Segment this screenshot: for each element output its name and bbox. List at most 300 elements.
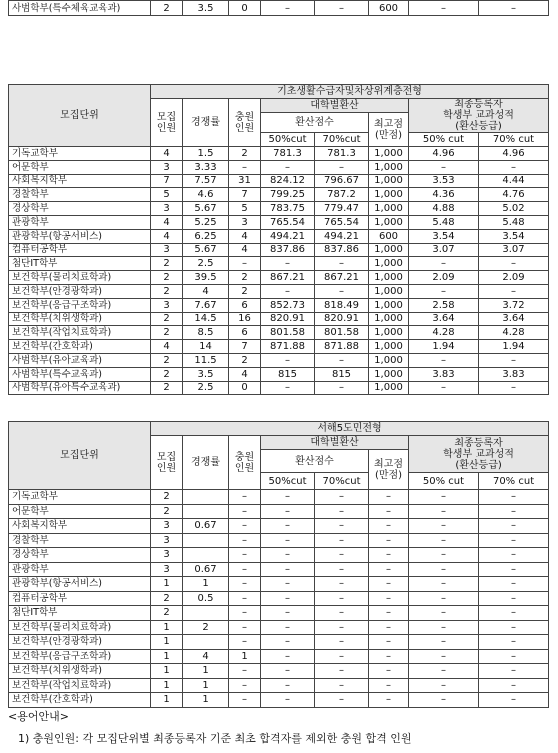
max-cell: 1,000 <box>369 147 409 161</box>
score50-cell: – <box>261 548 315 563</box>
competition-cell: 39.5 <box>183 271 229 285</box>
unit-name: 보건학부(작업치료학과) <box>9 678 151 693</box>
supplement-cell: 2 <box>229 284 261 298</box>
unit-name: 보건학부(작업치료학과) <box>9 326 151 340</box>
final50-cell: – <box>409 678 479 693</box>
score70-cell: – <box>315 591 369 606</box>
competition-cell: 1 <box>183 678 229 693</box>
score50-cell: 820.91 <box>261 312 315 326</box>
final50-cell: – <box>409 548 479 563</box>
score50-cell: – <box>261 1 315 16</box>
score50-cell: 852.73 <box>261 298 315 312</box>
supplement-cell: – <box>229 257 261 271</box>
final50-cell: – <box>409 160 479 174</box>
final50-cell: – <box>409 284 479 298</box>
score50-cell: 815 <box>261 367 315 381</box>
table-row <box>9 664 549 679</box>
table-row <box>9 548 549 563</box>
supplement-cell: 0 <box>229 1 261 16</box>
unit-name: 사회복지학부 <box>9 519 151 534</box>
max-cell: – <box>369 635 409 650</box>
quota-cell: 2 <box>151 490 183 505</box>
score70-cell: – <box>315 519 369 534</box>
max-cell: – <box>369 591 409 606</box>
max-cell: 1,000 <box>369 243 409 257</box>
supplement-cell: – <box>229 591 261 606</box>
final50-cell: 3.83 <box>409 367 479 381</box>
max-cell: 600 <box>369 229 409 243</box>
score70-cell: 779.47 <box>315 202 369 216</box>
final70-cell: – <box>479 284 549 298</box>
score70-cell: – <box>315 160 369 174</box>
unit-name: 관광학부(항공서비스) <box>9 229 151 243</box>
competition-cell: 14 <box>183 340 229 354</box>
unit-name: 컴퓨터공학부 <box>9 243 151 257</box>
supplement-cell: – <box>229 548 261 563</box>
competition-cell: 0.5 <box>183 591 229 606</box>
table-row <box>9 340 549 354</box>
final50-cell: 3.64 <box>409 312 479 326</box>
unit-name: 기독교학부 <box>9 490 151 505</box>
table-row <box>9 367 549 381</box>
unit-name: 보건학부(안경광학과) <box>9 635 151 650</box>
header-quota: 모집 인원 <box>151 436 183 490</box>
supplement-cell: – <box>229 635 261 650</box>
header-supplement: 충원 인원 <box>229 436 261 490</box>
table-row <box>9 271 549 285</box>
final70-cell: – <box>479 257 549 271</box>
competition-cell: 2.5 <box>183 257 229 271</box>
final70-cell: 3.54 <box>479 229 549 243</box>
competition-cell <box>183 548 229 563</box>
final50-cell: – <box>409 664 479 679</box>
quota-cell: 5 <box>151 188 183 202</box>
score70-cell: – <box>315 635 369 650</box>
unit-name: 관광학부 <box>9 215 151 229</box>
score70-cell: – <box>315 257 369 271</box>
quota-cell: 2 <box>151 381 183 395</box>
supplement-cell: 4 <box>229 367 261 381</box>
final50-cell: – <box>409 353 479 367</box>
quota-cell: 2 <box>151 326 183 340</box>
score50-cell: 824.12 <box>261 174 315 188</box>
competition-cell: 2 <box>183 620 229 635</box>
max-cell: 1,000 <box>369 174 409 188</box>
max-cell: – <box>369 577 409 592</box>
unit-name: 사범학부(특수교육과) <box>9 367 151 381</box>
header-supplement: 충원 인원 <box>229 99 261 147</box>
table-row <box>9 243 549 257</box>
final70-cell: 4.96 <box>479 147 549 161</box>
final70-cell: – <box>479 678 549 693</box>
score50-cell: – <box>261 635 315 650</box>
score70-cell: – <box>315 284 369 298</box>
max-cell: – <box>369 678 409 693</box>
competition-cell: 3.5 <box>183 367 229 381</box>
header-group: 기초생활수급자및차상위계층전형 <box>151 85 549 99</box>
table-row <box>9 635 549 650</box>
score70-cell: – <box>315 678 369 693</box>
final70-cell: – <box>479 591 549 606</box>
table-row <box>9 229 549 243</box>
table-row <box>9 215 549 229</box>
score70-cell: 837.86 <box>315 243 369 257</box>
final70-cell: – <box>479 577 549 592</box>
score70-cell: 765.54 <box>315 215 369 229</box>
score70-cell: 871.88 <box>315 340 369 354</box>
competition-cell: 0.67 <box>183 562 229 577</box>
score50-cell: – <box>261 257 315 271</box>
competition-cell: 2.5 <box>183 381 229 395</box>
table-row <box>9 693 549 708</box>
header-group: 서해5도민전형 <box>151 422 549 436</box>
table-row <box>9 649 549 664</box>
header-college: 대학별환산 <box>261 99 409 113</box>
quota-cell: 4 <box>151 215 183 229</box>
header-score-50: 50%cut <box>261 133 315 147</box>
competition-cell <box>183 635 229 650</box>
table-row <box>9 174 549 188</box>
final50-cell: 3.07 <box>409 243 479 257</box>
score70-cell: – <box>315 504 369 519</box>
final70-cell: – <box>479 548 549 563</box>
final70-cell: 2.09 <box>479 271 549 285</box>
header-final: 최종등록자 학생부 교과성적 (환산등급) <box>409 436 549 473</box>
table-row <box>9 257 549 271</box>
table-row <box>9 577 549 592</box>
score50-cell: 783.75 <box>261 202 315 216</box>
unit-name: 첨단IT학부 <box>9 606 151 621</box>
score50-cell: – <box>261 678 315 693</box>
table-row <box>9 562 549 577</box>
quota-cell: 3 <box>151 562 183 577</box>
competition-cell: 14.5 <box>183 312 229 326</box>
supplement-cell: 3 <box>229 215 261 229</box>
max-cell: 1,000 <box>369 215 409 229</box>
final50-cell: – <box>409 1 479 16</box>
score70-cell: 796.67 <box>315 174 369 188</box>
score70-cell: 867.21 <box>315 271 369 285</box>
score70-cell: 781.3 <box>315 147 369 161</box>
final50-cell: – <box>409 591 479 606</box>
max-cell: 600 <box>369 1 409 16</box>
table-row <box>9 353 549 367</box>
competition-cell: 5.25 <box>183 215 229 229</box>
max-cell: – <box>369 606 409 621</box>
glossary-notes <box>8 710 412 746</box>
unit-name: 어문학부 <box>9 160 151 174</box>
quota-cell: 1 <box>151 693 183 708</box>
unit-name: 보건학부(응급구조학과) <box>9 298 151 312</box>
final70-cell: 3.07 <box>479 243 549 257</box>
score50-cell: – <box>261 562 315 577</box>
final70-cell: – <box>479 664 549 679</box>
quota-cell: 1 <box>151 649 183 664</box>
competition-cell: 7.57 <box>183 174 229 188</box>
max-cell: – <box>369 533 409 548</box>
unit-name: 관광학부 <box>9 562 151 577</box>
max-cell: 1,000 <box>369 353 409 367</box>
final50-cell: – <box>409 635 479 650</box>
score70-cell: – <box>315 548 369 563</box>
quota-cell: 2 <box>151 367 183 381</box>
final70-cell: 4.28 <box>479 326 549 340</box>
final70-cell: – <box>479 504 549 519</box>
unit-name: 보건학부(물리치료학과) <box>9 271 151 285</box>
supplement-cell: – <box>229 160 261 174</box>
supplement-cell: 4 <box>229 243 261 257</box>
supplement-cell: 5 <box>229 202 261 216</box>
score70-cell: 787.2 <box>315 188 369 202</box>
supplement-cell: – <box>229 664 261 679</box>
max-cell: – <box>369 490 409 505</box>
final50-cell: – <box>409 257 479 271</box>
unit-name: 컴퓨터공학부 <box>9 591 151 606</box>
final70-cell: 4.44 <box>479 174 549 188</box>
final70-cell: 1.94 <box>479 340 549 354</box>
max-cell: 1,000 <box>369 326 409 340</box>
score70-cell: – <box>315 664 369 679</box>
max-cell: 1,000 <box>369 160 409 174</box>
score70-cell: 815 <box>315 367 369 381</box>
quota-cell: 2 <box>151 504 183 519</box>
unit-name: 보건학부(치위생학과) <box>9 664 151 679</box>
table-row <box>9 519 549 534</box>
header-max: 최고점 (만점) <box>369 450 409 490</box>
competition-cell: 4.6 <box>183 188 229 202</box>
table-row <box>9 504 549 519</box>
supplement-cell: – <box>229 533 261 548</box>
unit-name: 경상학부 <box>9 202 151 216</box>
score70-cell: – <box>315 577 369 592</box>
quota-cell: 2 <box>151 591 183 606</box>
final50-cell: 1.94 <box>409 340 479 354</box>
header-max: 최고점 (만점) <box>369 113 409 147</box>
score50-cell: – <box>261 490 315 505</box>
supplement-cell: 2 <box>229 147 261 161</box>
quota-cell: 3 <box>151 519 183 534</box>
supplement-cell: – <box>229 577 261 592</box>
score50-cell: – <box>261 649 315 664</box>
score50-cell: 871.88 <box>261 340 315 354</box>
score70-cell: – <box>315 562 369 577</box>
max-cell: – <box>369 693 409 708</box>
final50-cell: 3.53 <box>409 174 479 188</box>
header-quota: 모집 인원 <box>151 99 183 147</box>
competition-cell: 3.33 <box>183 160 229 174</box>
header-unit: 모집단위 <box>9 422 151 490</box>
supplement-cell: 31 <box>229 174 261 188</box>
final70-cell: 5.02 <box>479 202 549 216</box>
final50-cell: – <box>409 381 479 395</box>
unit-name: 경찰학부 <box>9 188 151 202</box>
competition-cell: 1 <box>183 693 229 708</box>
admission-table-basic-livelihood <box>8 84 549 395</box>
max-cell: 1,000 <box>369 367 409 381</box>
final50-cell: – <box>409 649 479 664</box>
table-row <box>9 620 549 635</box>
score70-cell: – <box>315 490 369 505</box>
final70-cell: – <box>479 649 549 664</box>
max-cell: 1,000 <box>369 188 409 202</box>
final70-cell: – <box>479 606 549 621</box>
table-row <box>9 298 549 312</box>
score50-cell: – <box>261 577 315 592</box>
score50-cell: – <box>261 504 315 519</box>
header-score-50: 50%cut <box>261 473 315 490</box>
score70-cell: 818.49 <box>315 298 369 312</box>
quota-cell: 4 <box>151 340 183 354</box>
header-final-70: 70% cut <box>479 133 549 147</box>
supplement-cell: 7 <box>229 188 261 202</box>
final70-cell: 4.76 <box>479 188 549 202</box>
final50-cell: – <box>409 562 479 577</box>
header-final-50: 50% cut <box>409 133 479 147</box>
max-cell: – <box>369 519 409 534</box>
table-row <box>9 188 549 202</box>
final50-cell: 4.96 <box>409 147 479 161</box>
unit-name: 기독교학부 <box>9 147 151 161</box>
unit-name: 사범학부(특수체육교육과) <box>9 1 151 16</box>
score50-cell: – <box>261 353 315 367</box>
final70-cell: – <box>479 620 549 635</box>
final50-cell: – <box>409 490 479 505</box>
final50-cell: – <box>409 577 479 592</box>
score50-cell: – <box>261 160 315 174</box>
final50-cell: 4.36 <box>409 188 479 202</box>
score50-cell: – <box>261 533 315 548</box>
header-final: 최종등록자 학생부 교과성적 (환산등급) <box>409 99 549 133</box>
max-cell: – <box>369 548 409 563</box>
table-row <box>9 678 549 693</box>
supplement-cell: 6 <box>229 298 261 312</box>
unit-name: 경찰학부 <box>9 533 151 548</box>
unit-name: 관광학부(항공서비스) <box>9 577 151 592</box>
competition-cell: 4 <box>183 649 229 664</box>
final50-cell: – <box>409 533 479 548</box>
final70-cell: – <box>479 635 549 650</box>
max-cell: – <box>369 504 409 519</box>
final50-cell: 3.54 <box>409 229 479 243</box>
final70-cell: 5.48 <box>479 215 549 229</box>
supplement-cell: – <box>229 678 261 693</box>
final70-cell: 3.64 <box>479 312 549 326</box>
final70-cell: 3.72 <box>479 298 549 312</box>
glossary-item: 1) 충원인원: 각 모집단위별 최종등록자 기준 최초 합격자를 제외한 충원 합격 인원 <box>18 732 412 745</box>
unit-name: 보건학부(물리치료학과) <box>9 620 151 635</box>
competition-cell: 6.25 <box>183 229 229 243</box>
competition-cell <box>183 606 229 621</box>
max-cell: 1,000 <box>369 340 409 354</box>
quota-cell: 1 <box>151 678 183 693</box>
table-row <box>9 147 549 161</box>
max-cell: 1,000 <box>369 257 409 271</box>
unit-name: 보건학부(치위생학과) <box>9 312 151 326</box>
admission-table-west-sea-islands <box>8 421 549 708</box>
score50-cell: 867.21 <box>261 271 315 285</box>
quota-cell: 2 <box>151 284 183 298</box>
glossary-title: <용어안내> <box>8 710 69 723</box>
supplement-cell: 6 <box>229 326 261 340</box>
score70-cell: – <box>315 649 369 664</box>
max-cell: – <box>369 649 409 664</box>
score70-cell: 494.21 <box>315 229 369 243</box>
score70-cell: – <box>315 693 369 708</box>
quota-cell: 3 <box>151 160 183 174</box>
final70-cell: – <box>479 490 549 505</box>
score50-cell: – <box>261 284 315 298</box>
table-row <box>9 284 549 298</box>
supplement-cell: 16 <box>229 312 261 326</box>
score70-cell: – <box>315 1 369 16</box>
supplement-cell: 2 <box>229 271 261 285</box>
supplement-cell: – <box>229 519 261 534</box>
quota-cell: 2 <box>151 353 183 367</box>
max-cell: 1,000 <box>369 202 409 216</box>
score50-cell: – <box>261 519 315 534</box>
final70-cell: – <box>479 562 549 577</box>
quota-cell: 4 <box>151 147 183 161</box>
competition-cell: 5.67 <box>183 202 229 216</box>
supplement-cell: 4 <box>229 229 261 243</box>
table-row <box>9 1 549 16</box>
quota-cell: 1 <box>151 635 183 650</box>
max-cell: – <box>369 562 409 577</box>
max-cell: 1,000 <box>369 381 409 395</box>
supplement-cell: – <box>229 490 261 505</box>
header-competition: 경쟁률 <box>183 436 229 490</box>
table-row <box>9 312 549 326</box>
unit-name: 보건학부(응급구조학과) <box>9 649 151 664</box>
final50-cell: 2.58 <box>409 298 479 312</box>
competition-cell: 1 <box>183 664 229 679</box>
table-row <box>9 591 549 606</box>
header-score-70: 70%cut <box>315 473 369 490</box>
competition-cell: 5.67 <box>183 243 229 257</box>
supplement-cell: – <box>229 606 261 621</box>
header-final-70: 70% cut <box>479 473 549 490</box>
supplement-cell: – <box>229 504 261 519</box>
quota-cell: 1 <box>151 664 183 679</box>
score50-cell: – <box>261 381 315 395</box>
max-cell: 1,000 <box>369 312 409 326</box>
quota-cell: 1 <box>151 577 183 592</box>
final70-cell: – <box>479 693 549 708</box>
supplement-cell: – <box>229 620 261 635</box>
final70-cell: 3.83 <box>479 367 549 381</box>
score70-cell: – <box>315 533 369 548</box>
header-score-70: 70%cut <box>315 133 369 147</box>
unit-name: 어문학부 <box>9 504 151 519</box>
quota-cell: 2 <box>151 1 183 16</box>
score50-cell: 765.54 <box>261 215 315 229</box>
quota-cell: 7 <box>151 174 183 188</box>
score70-cell: 820.91 <box>315 312 369 326</box>
competition-cell: 11.5 <box>183 353 229 367</box>
quota-cell: 3 <box>151 533 183 548</box>
score50-cell: – <box>261 664 315 679</box>
score50-cell: – <box>261 606 315 621</box>
quota-cell: 4 <box>151 229 183 243</box>
quota-cell: 3 <box>151 298 183 312</box>
quota-cell: 2 <box>151 257 183 271</box>
score70-cell: 801.58 <box>315 326 369 340</box>
final50-cell: – <box>409 693 479 708</box>
unit-name: 보건학부(안경광학과) <box>9 284 151 298</box>
final50-cell: 4.88 <box>409 202 479 216</box>
final70-cell: – <box>479 1 549 16</box>
unit-name: 보건학부(간호학과) <box>9 693 151 708</box>
